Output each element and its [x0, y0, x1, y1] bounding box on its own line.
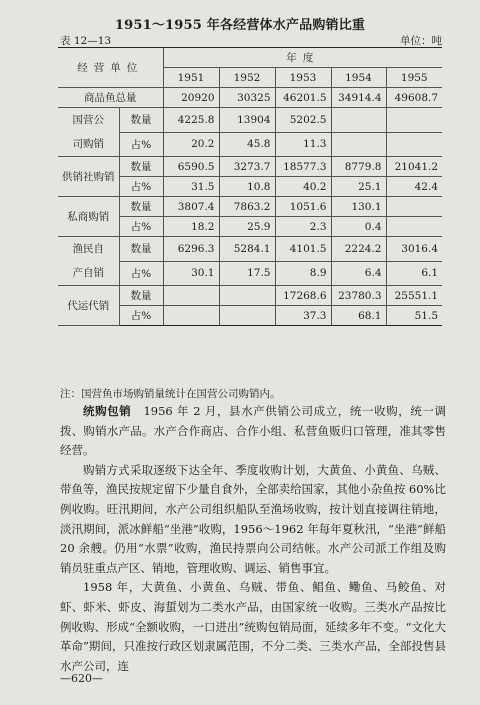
qty-cell: 25551.1 [386, 286, 442, 306]
table-row [58, 108, 442, 133]
table-title: 1951～1955 年各经营体水产品购销比重 [114, 18, 366, 33]
qty-cell: 7863.2 [219, 197, 275, 217]
total-cell: 46201.5 [275, 88, 331, 108]
qty-cell: 5202.5 [275, 108, 331, 133]
pct-cell [331, 132, 386, 157]
paragraph: 购销方式采取逐级下达全年、季度收购计划，大黄鱼、小黄鱼、乌贼、带鱼等，渔民按规定留下少量自食外，全部卖给国家，其他小杂鱼按 60%比例收购。旺汛期间，水产公司组织船队至渔场收购，按计划直接调往销地，淡汛期间，派冰鲜船“坐港”收购，1956～1962 年每年夏秋汛，“坐港”鲜船 20 余艘。仍用“水票”收购，渔民持票向公司结帐。水产公司派工作组及购销员驻重点产区、销地，管理收购、调运、销售事宜。 [60, 462, 446, 575]
paragraph [60, 402, 446, 461]
qty-cell: 3016.4 [386, 237, 442, 262]
pct-cell: 45.8 [219, 132, 275, 157]
pct-cell: 2.3 [275, 217, 331, 237]
qty-label: 数量 [119, 197, 163, 217]
qty-cell [386, 108, 442, 133]
pct-cell [219, 306, 275, 326]
year-header: 1952 [219, 68, 275, 88]
qty-cell: 6590.5 [163, 157, 219, 177]
year-header: 1953 [275, 68, 331, 88]
qty-cell: 18577.3 [275, 157, 331, 177]
org-label: 国营公 司购销 [58, 108, 119, 157]
pct-label: 占% [119, 261, 163, 286]
year-group-header: 年度 [163, 48, 442, 68]
section-heading: 统购包销 [83, 404, 132, 418]
qty-cell [163, 286, 219, 306]
table-row [58, 286, 442, 306]
qty-cell: 1051.6 [275, 197, 331, 217]
org-label: 私商购销 [58, 197, 119, 237]
total-row [58, 88, 442, 108]
qty-cell: 4225.8 [163, 108, 219, 133]
qty-cell: 8779.8 [331, 157, 386, 177]
pct-cell: 40.2 [275, 177, 331, 197]
page-number: —620— [60, 672, 103, 685]
qty-cell: 2224.2 [331, 237, 386, 262]
table-row [58, 157, 442, 177]
qty-cell: 23780.3 [331, 286, 386, 306]
qty-cell [386, 197, 442, 217]
unit-label: 单位：吨 [400, 35, 442, 47]
pct-cell: 8.9 [275, 261, 331, 286]
body-text [60, 402, 446, 676]
pct-label: 占% [119, 177, 163, 197]
pct-cell: 25.1 [331, 177, 386, 197]
total-cell: 34914.4 [331, 88, 386, 108]
pct-cell: 51.5 [386, 306, 442, 326]
pct-cell: 6.4 [331, 261, 386, 286]
table-note: 注：国营鱼市场购销量统计在国营公司购销内。 [60, 388, 281, 400]
pct-cell: 42.4 [386, 177, 442, 197]
pct-cell: 18.2 [163, 217, 219, 237]
pct-cell: 6.1 [386, 261, 442, 286]
table-number: 表 12—13 [60, 35, 112, 47]
org-label: 供销社购销 [58, 157, 119, 197]
purchase-sales-table [58, 47, 442, 326]
pct-cell: 11.3 [275, 132, 331, 157]
qty-cell [331, 108, 386, 133]
pct-cell: 37.3 [275, 306, 331, 326]
pct-cell: 20.2 [163, 132, 219, 157]
total-cell: 49608.7 [386, 88, 442, 108]
qty-cell: 6296.3 [163, 237, 219, 262]
qty-cell: 17268.6 [275, 286, 331, 306]
pct-label: 占% [119, 306, 163, 326]
qty-cell: 3807.4 [163, 197, 219, 217]
header-row-1 [58, 48, 442, 68]
total-label: 商品鱼总量 [58, 88, 163, 108]
qty-label: 数量 [119, 157, 163, 177]
paragraph-text: 1956 年 2 月，县水产供销公司成立，统一收购，统一调拨、购销水产品。水产合作商店、合作小组、私营鱼贩归口管理，准其零售经营。 [60, 404, 447, 458]
org-label: 渔民自 产自销 [58, 237, 119, 286]
qty-cell: 5284.1 [219, 237, 275, 262]
pct-cell [163, 306, 219, 326]
qty-cell: 4101.5 [275, 237, 331, 262]
pct-cell: 17.5 [219, 261, 275, 286]
pct-label: 占% [119, 132, 163, 157]
qty-cell: 130.1 [331, 197, 386, 217]
pct-cell [386, 217, 442, 237]
year-header: 1951 [163, 68, 219, 88]
qty-cell: 3273.7 [219, 157, 275, 177]
pct-cell: 25.9 [219, 217, 275, 237]
table-row [58, 237, 442, 262]
qty-cell: 13904 [219, 108, 275, 133]
total-cell: 20920 [163, 88, 219, 108]
total-cell: 30325 [219, 88, 275, 108]
paragraph: 1958 年，大黄鱼、小黄鱼、乌贼、带鱼、鲳鱼、鳓鱼、马鲛鱼、对虾、虾米、虾皮、海蜇划为二类水产品，由国家统一收购。三类水产品按比例收购、形成“全额收购，一口进出”统购包销局面，延续多年不变。“文化大革命”期间，只准按行政区划隶属范围，不分二类、三类水产品，全部投售县水产公司，连 [60, 580, 446, 673]
pct-cell: 30.1 [163, 261, 219, 286]
pct-cell: 68.1 [331, 306, 386, 326]
table-row [58, 197, 442, 217]
pct-cell: 0.4 [331, 217, 386, 237]
qty-label: 数量 [119, 108, 163, 133]
qty-cell [219, 286, 275, 306]
pct-label: 占% [119, 217, 163, 237]
qty-cell: 21041.2 [386, 157, 442, 177]
qty-label: 数量 [119, 286, 163, 306]
pct-cell: 10.8 [219, 177, 275, 197]
corner-header: 经营单位 [58, 48, 163, 88]
pct-cell: 31.5 [163, 177, 219, 197]
pct-cell [386, 132, 442, 157]
year-header: 1955 [386, 68, 442, 88]
qty-label: 数量 [119, 237, 163, 262]
year-header: 1954 [331, 68, 386, 88]
org-label: 代运代销 [58, 286, 119, 326]
